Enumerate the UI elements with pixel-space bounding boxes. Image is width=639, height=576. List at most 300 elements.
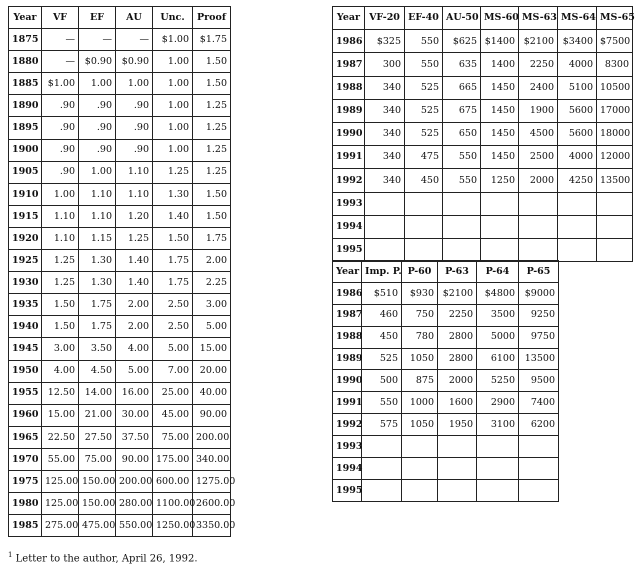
price-cell: 16.00 xyxy=(116,382,153,404)
year-cell: 1993 xyxy=(333,436,362,458)
year-cell: 1970 xyxy=(9,448,42,470)
price-cell: 550 xyxy=(405,30,443,53)
price-cell xyxy=(443,215,481,238)
price-cell: 8300 xyxy=(597,53,633,76)
price-cell: 340.00 xyxy=(193,448,231,470)
price-cell xyxy=(481,192,519,215)
price-cell: 635 xyxy=(443,53,481,76)
price-cell: .90 xyxy=(42,95,79,117)
price-cell: 2500 xyxy=(519,146,558,169)
year-cell: 1989 xyxy=(333,348,362,370)
price-cell: 1.15 xyxy=(79,227,116,249)
price-cell: $1400 xyxy=(481,30,519,53)
price-cell: $3400 xyxy=(558,30,597,53)
price-cell: 45.00 xyxy=(153,404,193,426)
price-cell: 3.50 xyxy=(79,338,116,360)
price-cell: 10500 xyxy=(597,76,633,99)
price-cell xyxy=(443,192,481,215)
price-cell: 13500 xyxy=(597,169,633,192)
table-row xyxy=(9,29,231,51)
price-cell: 2.00 xyxy=(116,316,153,338)
price-cell: 280.00 xyxy=(116,493,153,515)
column-header: AU-50 xyxy=(443,7,481,30)
price-cell: 2900 xyxy=(477,392,519,414)
price-cell: 1.10 xyxy=(42,227,79,249)
year-cell: 1965 xyxy=(9,426,42,448)
price-cell: 525 xyxy=(362,348,402,370)
table-row xyxy=(333,76,633,99)
price-cell: 3.00 xyxy=(193,294,231,316)
table-row xyxy=(9,404,231,426)
column-header: VF xyxy=(42,7,79,29)
year-cell: 1875 xyxy=(9,29,42,51)
table-row xyxy=(9,272,231,294)
header-row xyxy=(333,7,633,30)
table-row xyxy=(333,53,633,76)
price-cell: 1.00 xyxy=(116,73,153,95)
price-cell: 3500 xyxy=(477,304,519,326)
price-cell: 21.00 xyxy=(79,404,116,426)
table-row xyxy=(9,183,231,205)
price-cell xyxy=(558,192,597,215)
price-cell xyxy=(597,238,633,261)
table-row xyxy=(9,227,231,249)
price-cell: 1.50 xyxy=(42,316,79,338)
price-cell xyxy=(443,238,481,261)
price-cell: 150.00 xyxy=(79,470,116,492)
price-cell xyxy=(519,458,559,480)
price-cell xyxy=(365,215,405,238)
table-row xyxy=(333,436,559,458)
price-cell xyxy=(519,215,558,238)
price-cell: 2600.00 xyxy=(193,493,231,515)
price-cell: 1.50 xyxy=(193,183,231,205)
price-cell: 2250 xyxy=(438,304,477,326)
year-cell: 1930 xyxy=(9,272,42,294)
price-cell: 1.00 xyxy=(79,161,116,183)
year-cell: 1992 xyxy=(333,414,362,436)
price-cell: 1.25 xyxy=(42,250,79,272)
price-cell: 1275.00 xyxy=(193,470,231,492)
year-cell: 1915 xyxy=(9,205,42,227)
price-cell: 525 xyxy=(405,76,443,99)
price-cell xyxy=(481,238,519,261)
year-cell: 1910 xyxy=(9,183,42,205)
price-cell: 2.50 xyxy=(153,316,193,338)
year-cell: 1988 xyxy=(333,76,365,99)
price-cell: 17000 xyxy=(597,99,633,122)
price-cell: 1.25 xyxy=(193,95,231,117)
year-cell: 1920 xyxy=(9,227,42,249)
price-cell xyxy=(365,192,405,215)
year-cell: 1980 xyxy=(9,493,42,515)
price-cell: 1.50 xyxy=(193,205,231,227)
price-cell xyxy=(365,238,405,261)
price-cell: 650 xyxy=(443,122,481,145)
price-cell xyxy=(438,458,477,480)
price-cell: 340 xyxy=(365,122,405,145)
price-cell xyxy=(477,436,519,458)
table-row xyxy=(9,426,231,448)
price-cell: 1.00 xyxy=(153,139,193,161)
price-cell: $0.90 xyxy=(116,51,153,73)
price-cell: $2100 xyxy=(519,30,558,53)
price-cell: 665 xyxy=(443,76,481,99)
price-cell: 1.30 xyxy=(79,272,116,294)
price-cell xyxy=(362,479,402,501)
price-cell xyxy=(477,479,519,501)
price-cell: 1.75 xyxy=(153,250,193,272)
price-cell: 1.25 xyxy=(193,139,231,161)
price-cell: 7.00 xyxy=(153,360,193,382)
year-cell: 1950 xyxy=(9,360,42,382)
price-cell: $930 xyxy=(402,282,438,304)
year-cell: 1885 xyxy=(9,73,42,95)
column-header: Year xyxy=(333,261,362,283)
price-cell: $7500 xyxy=(597,30,633,53)
price-cell: — xyxy=(42,51,79,73)
historical-price-table xyxy=(8,6,236,537)
price-cell: 1.10 xyxy=(42,205,79,227)
price-cell: 5.00 xyxy=(193,316,231,338)
year-cell: 1895 xyxy=(9,117,42,139)
column-header: P-60 xyxy=(402,261,438,283)
price-cell: 40.00 xyxy=(193,382,231,404)
price-cell: 1.75 xyxy=(79,316,116,338)
column-header: Year xyxy=(333,7,365,30)
price-cell: 5100 xyxy=(558,76,597,99)
price-cell: 500 xyxy=(362,370,402,392)
price-cell: .90 xyxy=(42,161,79,183)
price-cell: $4800 xyxy=(477,282,519,304)
price-cell: 1450 xyxy=(481,146,519,169)
table-row xyxy=(9,51,231,73)
table-row xyxy=(9,470,231,492)
year-cell: 1890 xyxy=(9,95,42,117)
price-cell: 2.00 xyxy=(193,250,231,272)
price-cell: 175.00 xyxy=(153,448,193,470)
year-cell: 1900 xyxy=(9,139,42,161)
price-cell: 340 xyxy=(365,99,405,122)
price-cell: 75.00 xyxy=(79,448,116,470)
price-cell: 9250 xyxy=(519,304,559,326)
price-cell: 1.40 xyxy=(116,272,153,294)
header-row xyxy=(9,7,231,29)
table-row xyxy=(9,294,231,316)
footnote xyxy=(8,551,198,564)
year-cell: 1995 xyxy=(333,238,365,261)
price-cell: $325 xyxy=(365,30,405,53)
price-cell xyxy=(405,238,443,261)
column-header: MS-64 xyxy=(558,7,597,30)
column-header: Year xyxy=(9,7,42,29)
column-header: P-64 xyxy=(477,261,519,283)
table-row xyxy=(333,414,559,436)
price-cell: 2800 xyxy=(438,326,477,348)
price-cell: 1.00 xyxy=(42,183,79,205)
price-cell: .90 xyxy=(79,95,116,117)
table-row xyxy=(9,316,231,338)
price-cell: 4000 xyxy=(558,146,597,169)
price-cell: 20.00 xyxy=(193,360,231,382)
price-cell: .90 xyxy=(116,117,153,139)
price-cell xyxy=(402,479,438,501)
price-cell: — xyxy=(42,29,79,51)
price-cell xyxy=(597,192,633,215)
price-cell: 1.20 xyxy=(116,205,153,227)
price-cell: 2000 xyxy=(519,169,558,192)
price-cell: 1.25 xyxy=(116,227,153,249)
price-cell: 340 xyxy=(365,76,405,99)
price-cell: 1950 xyxy=(438,414,477,436)
price-cell: 525 xyxy=(405,122,443,145)
price-cell: 4.00 xyxy=(42,360,79,382)
price-cell xyxy=(519,436,559,458)
price-cell: 4000 xyxy=(558,53,597,76)
price-cell: 1450 xyxy=(481,122,519,145)
price-cell: 1.00 xyxy=(153,51,193,73)
price-cell: 550 xyxy=(405,53,443,76)
table-row xyxy=(333,479,559,501)
price-cell xyxy=(405,215,443,238)
price-cell: $1.00 xyxy=(153,29,193,51)
table-row xyxy=(333,192,633,215)
table-row xyxy=(333,304,559,326)
year-cell: 1989 xyxy=(333,99,365,122)
price-cell: 30.00 xyxy=(116,404,153,426)
price-cell: 22.50 xyxy=(42,426,79,448)
price-cell: 90.00 xyxy=(116,448,153,470)
price-cell: 1.25 xyxy=(193,161,231,183)
price-cell: 200.00 xyxy=(116,470,153,492)
year-cell: 1990 xyxy=(333,122,365,145)
price-cell: 550.00 xyxy=(116,515,153,537)
price-cell: 4.50 xyxy=(79,360,116,382)
price-cell: 4250 xyxy=(558,169,597,192)
price-cell: 12.50 xyxy=(42,382,79,404)
column-header: MS-65 xyxy=(597,7,633,30)
price-cell: 1100.00 xyxy=(153,493,193,515)
price-cell: 1.00 xyxy=(153,95,193,117)
price-cell: .90 xyxy=(42,117,79,139)
price-cell: 6100 xyxy=(477,348,519,370)
price-cell: — xyxy=(116,29,153,51)
year-cell: 1991 xyxy=(333,392,362,414)
column-header: Unc. xyxy=(153,7,193,29)
table-row xyxy=(9,515,231,537)
table-row xyxy=(9,73,231,95)
year-cell: 1960 xyxy=(9,404,42,426)
footnote-text: Letter to the author, April 26, 1992. xyxy=(15,553,198,565)
year-cell: 1935 xyxy=(9,294,42,316)
price-cell: 1.25 xyxy=(42,272,79,294)
price-cell: 4500 xyxy=(519,122,558,145)
price-cell: $625 xyxy=(443,30,481,53)
price-cell: .90 xyxy=(116,139,153,161)
year-cell: 1988 xyxy=(333,326,362,348)
price-cell: 5.00 xyxy=(153,338,193,360)
price-cell: 875 xyxy=(402,370,438,392)
price-cell: 200.00 xyxy=(193,426,231,448)
price-cell: 1600 xyxy=(438,392,477,414)
price-cell: 475.00 xyxy=(79,515,116,537)
year-cell: 1905 xyxy=(9,161,42,183)
column-header: P-63 xyxy=(438,261,477,283)
price-cell xyxy=(597,215,633,238)
proof-price-table xyxy=(332,260,559,502)
year-cell: 1993 xyxy=(333,192,365,215)
price-cell: 1450 xyxy=(481,99,519,122)
price-cell: 18000 xyxy=(597,122,633,145)
year-cell: 1995 xyxy=(333,479,362,501)
price-cell: .90 xyxy=(116,95,153,117)
price-cell: 2.00 xyxy=(116,294,153,316)
table-row xyxy=(333,282,559,304)
price-cell: 14.00 xyxy=(79,382,116,404)
price-cell: 275.00 xyxy=(42,515,79,537)
price-cell: 9750 xyxy=(519,326,559,348)
price-cell: 1.10 xyxy=(116,161,153,183)
price-cell: $1.00 xyxy=(42,73,79,95)
column-header: EF xyxy=(79,7,116,29)
price-cell: 37.50 xyxy=(116,426,153,448)
table-row xyxy=(9,360,231,382)
price-cell: 1.75 xyxy=(79,294,116,316)
year-cell: 1986 xyxy=(333,30,365,53)
price-cell: 450 xyxy=(362,326,402,348)
price-cell: 3350.00 xyxy=(193,515,231,537)
price-cell: 3.00 xyxy=(42,338,79,360)
price-cell: 675 xyxy=(443,99,481,122)
price-cell xyxy=(519,479,559,501)
price-cell: 5600 xyxy=(558,122,597,145)
price-cell: 150.00 xyxy=(79,493,116,515)
column-header: MS-63 xyxy=(519,7,558,30)
price-cell: .90 xyxy=(42,139,79,161)
price-cell: 1.50 xyxy=(193,73,231,95)
price-cell: 780 xyxy=(402,326,438,348)
price-cell: 13500 xyxy=(519,348,559,370)
price-cell: 2000 xyxy=(438,370,477,392)
price-cell xyxy=(477,458,519,480)
year-cell: 1987 xyxy=(333,53,365,76)
table-row xyxy=(333,392,559,414)
year-cell: 1986 xyxy=(333,282,362,304)
price-cell: 340 xyxy=(365,169,405,192)
price-cell: 2800 xyxy=(438,348,477,370)
price-cell: 1.00 xyxy=(153,117,193,139)
price-cell: 1250 xyxy=(481,169,519,192)
price-cell: 75.00 xyxy=(153,426,193,448)
price-cell: 340 xyxy=(365,146,405,169)
year-cell: 1880 xyxy=(9,51,42,73)
price-cell: 1450 xyxy=(481,76,519,99)
price-cell: 1000 xyxy=(402,392,438,414)
price-cell: 1.10 xyxy=(79,183,116,205)
year-cell: 1994 xyxy=(333,215,365,238)
year-cell: 1945 xyxy=(9,338,42,360)
price-cell: 1.50 xyxy=(42,294,79,316)
price-cell: 1.50 xyxy=(193,51,231,73)
table-row xyxy=(333,30,633,53)
table-row xyxy=(9,205,231,227)
price-cell: 1.50 xyxy=(153,227,193,249)
price-cell: — xyxy=(79,29,116,51)
year-cell: 1940 xyxy=(9,316,42,338)
price-cell: 1250.00 xyxy=(153,515,193,537)
table-row xyxy=(9,382,231,404)
price-cell: 600.00 xyxy=(153,470,193,492)
year-cell: 1925 xyxy=(9,250,42,272)
price-cell: $9000 xyxy=(519,282,559,304)
price-cell: 525 xyxy=(405,99,443,122)
price-cell: 1.00 xyxy=(79,73,116,95)
price-cell: 460 xyxy=(362,304,402,326)
price-cell: 125.00 xyxy=(42,493,79,515)
price-cell: 750 xyxy=(402,304,438,326)
price-cell: 1.30 xyxy=(153,183,193,205)
price-cell xyxy=(362,436,402,458)
table-row xyxy=(9,161,231,183)
price-cell: 6200 xyxy=(519,414,559,436)
price-cell: 2250 xyxy=(519,53,558,76)
price-cell xyxy=(438,479,477,501)
price-cell: 475 xyxy=(405,146,443,169)
price-cell: 550 xyxy=(362,392,402,414)
price-cell: 2.25 xyxy=(193,272,231,294)
price-cell: 550 xyxy=(443,146,481,169)
price-cell: 15.00 xyxy=(42,404,79,426)
price-cell: 5000 xyxy=(477,326,519,348)
price-cell: 3100 xyxy=(477,414,519,436)
price-cell: 1.25 xyxy=(193,117,231,139)
price-cell xyxy=(402,436,438,458)
table-row xyxy=(333,99,633,122)
column-header: EF-40 xyxy=(405,7,443,30)
price-cell xyxy=(362,458,402,480)
column-header: MS-60 xyxy=(481,7,519,30)
price-cell: 7400 xyxy=(519,392,559,414)
price-cell: 5600 xyxy=(558,99,597,122)
price-cell: 1.00 xyxy=(153,73,193,95)
table-row xyxy=(333,122,633,145)
table-row xyxy=(9,338,231,360)
footnote-marker: 1 xyxy=(8,551,13,559)
mint-state-price-table xyxy=(332,6,633,262)
price-cell xyxy=(519,192,558,215)
price-cell: $0.90 xyxy=(79,51,116,73)
price-cell: 2400 xyxy=(519,76,558,99)
price-cell: 1.25 xyxy=(153,161,193,183)
price-cell: $510 xyxy=(362,282,402,304)
price-cell: 1.40 xyxy=(116,250,153,272)
price-cell: 300 xyxy=(365,53,405,76)
table-row xyxy=(9,448,231,470)
price-cell xyxy=(519,238,558,261)
price-cell: 1050 xyxy=(402,348,438,370)
year-cell: 1990 xyxy=(333,370,362,392)
table-row xyxy=(333,326,559,348)
price-cell: 2.50 xyxy=(153,294,193,316)
table-row xyxy=(9,250,231,272)
table-row xyxy=(333,238,633,261)
table-row xyxy=(333,458,559,480)
year-cell: 1985 xyxy=(9,515,42,537)
price-cell xyxy=(402,458,438,480)
table-row xyxy=(333,169,633,192)
year-cell: 1994 xyxy=(333,458,362,480)
price-cell: 1.40 xyxy=(153,205,193,227)
